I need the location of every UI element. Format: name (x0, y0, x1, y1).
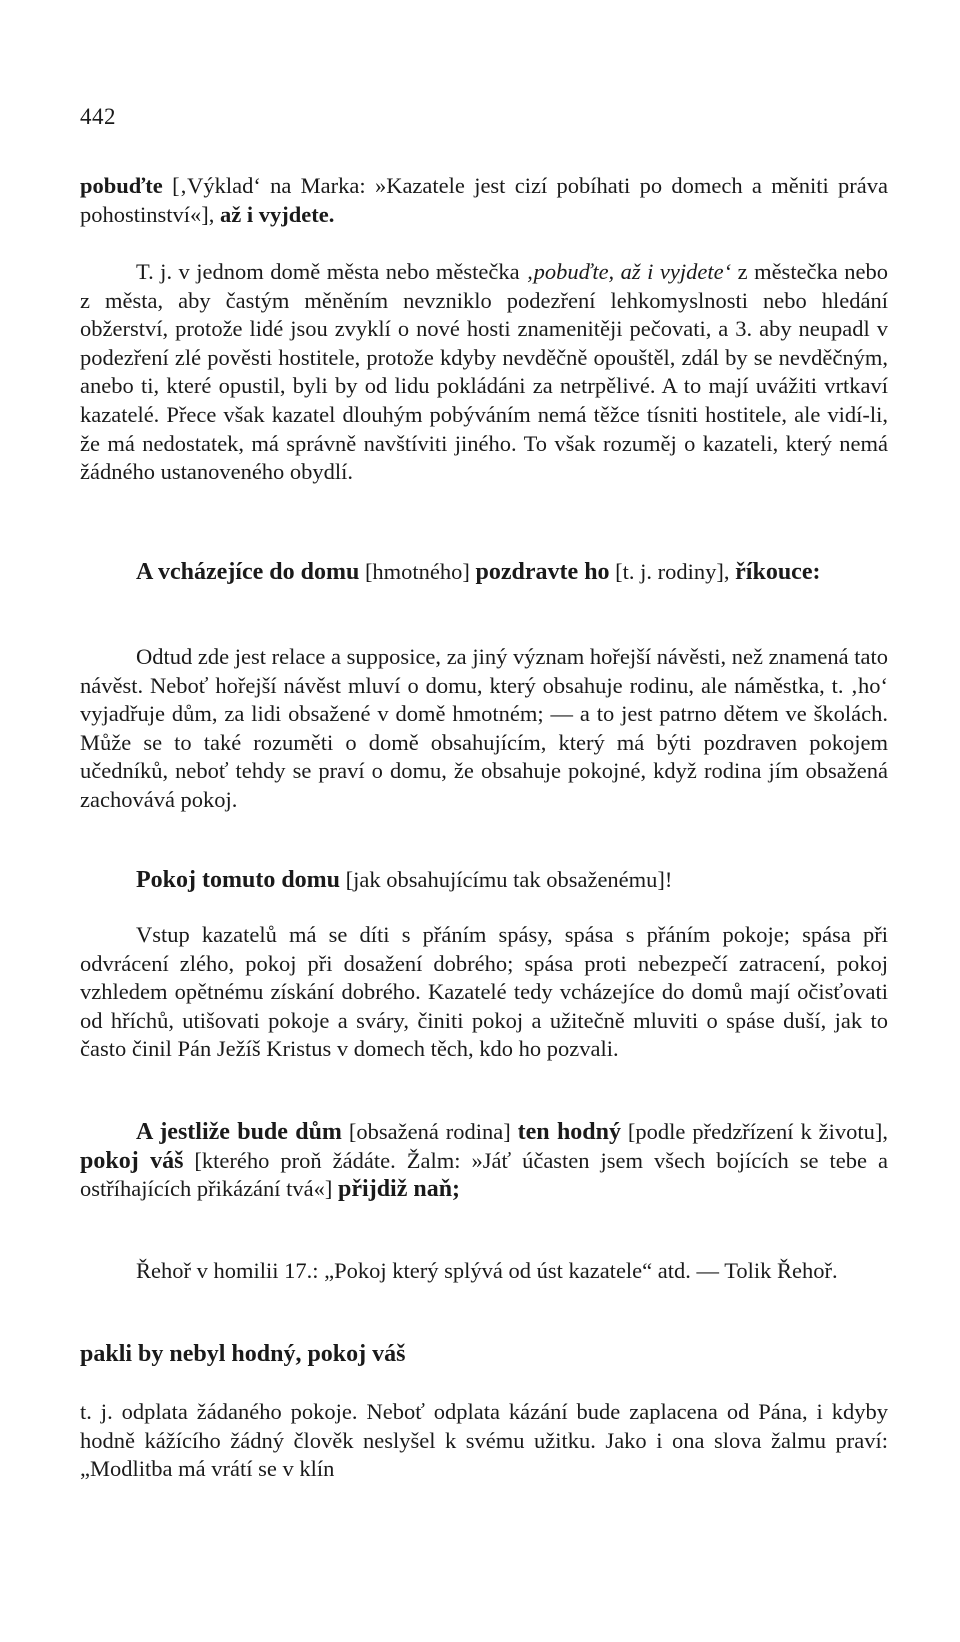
heading-jestlize (80, 1118, 888, 1204)
heading-term: říkouce: (735, 559, 821, 585)
text-run: [hmotného] (359, 559, 476, 584)
bold-term: až i vyjdete. (220, 201, 335, 227)
heading-term: ten hodný (517, 1119, 621, 1145)
heading-term: A jestliže bude dům (136, 1119, 342, 1145)
paragraph-text (80, 172, 888, 229)
text-run: [‚Výklad‘ na Marka: »Kazatele jest cizí pobíhati po domech a měniti práva pohostinství«], (80, 173, 888, 227)
paragraph-commentary-1 (80, 258, 888, 487)
paragraph-text (80, 1118, 888, 1204)
paragraph-text (80, 866, 888, 895)
page-number: 442 (80, 104, 116, 129)
italic-quote: ‚pobuďte, až i vyjdete‘ (526, 259, 732, 284)
paragraph-rehor (80, 1257, 888, 1286)
paragraph-commentary-3 (80, 921, 888, 1064)
heading-term: pozdravte ho (475, 559, 610, 585)
heading-term: A vcházejíce do domu (136, 559, 360, 585)
heading-vchazejice (80, 558, 888, 587)
text-run: [podle předzřízení k životu], (621, 1119, 888, 1144)
paragraph-commentary-2 (80, 643, 888, 815)
paragraph-text (80, 558, 888, 587)
text-run: T. j. v jednom domě města nebo městečka (136, 259, 527, 284)
paragraph-pobudte (80, 172, 888, 229)
heading-term: pokoj váš (80, 1147, 184, 1174)
paragraph-text (80, 1340, 888, 1369)
text-run: z městečka nebo z města, aby častým měněním nevzniklo podezření lehkomyslnosti nebo hledání obžerství, protože lidé jsou zvyklí o nové hosti znamenitěji pečovati, a 3. aby neupadl v podezření zlé pověsti hostitele, protože kdyby nevděčně opouštěl, zdál by se nevděčným, anebo ti, které opustil, byli by od lidu pokládáni za netrpělivé. A to mají uvážiti vrtkaví kazatelé. Přece však kazatel dlouhým pobýváním nemá těžce tísniti hostitele, ale vidí-li, že má nedostatek, má správně navštíviti jiného. To však rozuměj o kazateli, který nemá žádného ustanoveného obydlí. (80, 259, 889, 485)
bold-term: pobuďte (80, 173, 163, 198)
paragraph-text: Odtud zde jest relace a supposice, za jiný význam hořejší návěsti, než znamená tato návěst. Neboť hořejší návěst mluví o domu, který obsahuje rodinu, ale náměstka, t. ‚ho‘ vyjadřuje dům, za lidi obsažené v domě hmotném; — a to jest patrno dětem ve školách. Může se to také rozuměti o domě obsahujícím, který má býti pozdraven pokojem učedníků, neboť tehdy se praví o domu, že obsahuje pokojné, když rodina jím obsažená zachovává pokoj. (80, 644, 888, 812)
heading-term: Pokoj tomuto domu (136, 867, 341, 893)
paragraph-text: t. j. odplata žádaného pokoje. Neboť odplata kázání bude zaplacena od Pána, i kdyby hodně kážícího žádný člověk neslyšel k svému užitku. Jako i ona slova žalmu praví: „Modlitba má vrátí se v klín (80, 1399, 888, 1482)
heading-term: pakli by nebyl hodný, pokoj váš (80, 1341, 406, 1367)
paragraph-commentary-4 (80, 1398, 888, 1484)
text-run: [jak obsahujícímu tak obsaženému]! (340, 867, 673, 892)
paragraph-text: Vstup kazatelů má se díti s přáním spásy, spása s přáním pokoje; spása při odvrácení zlého, pokoj při dosažení dobrého; spása proti nebezpečí zatracení, pokoj vzhledem opětnému získání dobrého. Kazatelé tedy vcházejíce do domů mají očisťovati od hříchů, utišovati pokoje a sváry, činiti pokoj a užitečně mluviti o spáse duší, jak to často činil Pán Ježíš Kristus v domech těch, kdo ho pozvali. (80, 922, 888, 1062)
text-run: [obsažená rodina] (341, 1119, 518, 1144)
heading-pakli (80, 1340, 888, 1369)
paragraph-text (80, 258, 888, 487)
paragraph-text: Řehoř v homilii 17.: „Pokoj který splývá od úst kazatele“ atd. — Tolik Řehoř. (136, 1258, 838, 1283)
heading-term: přijdiž naň; (338, 1176, 461, 1203)
text-run: [t. j. rodiny], (609, 559, 736, 584)
text-run: [kterého proň žádáte. Žalm: »Jáť účasten jsem všech bojících se tebe a ostříhajících přikázání tvá«] (80, 1147, 888, 1202)
heading-pokoj (80, 866, 888, 895)
